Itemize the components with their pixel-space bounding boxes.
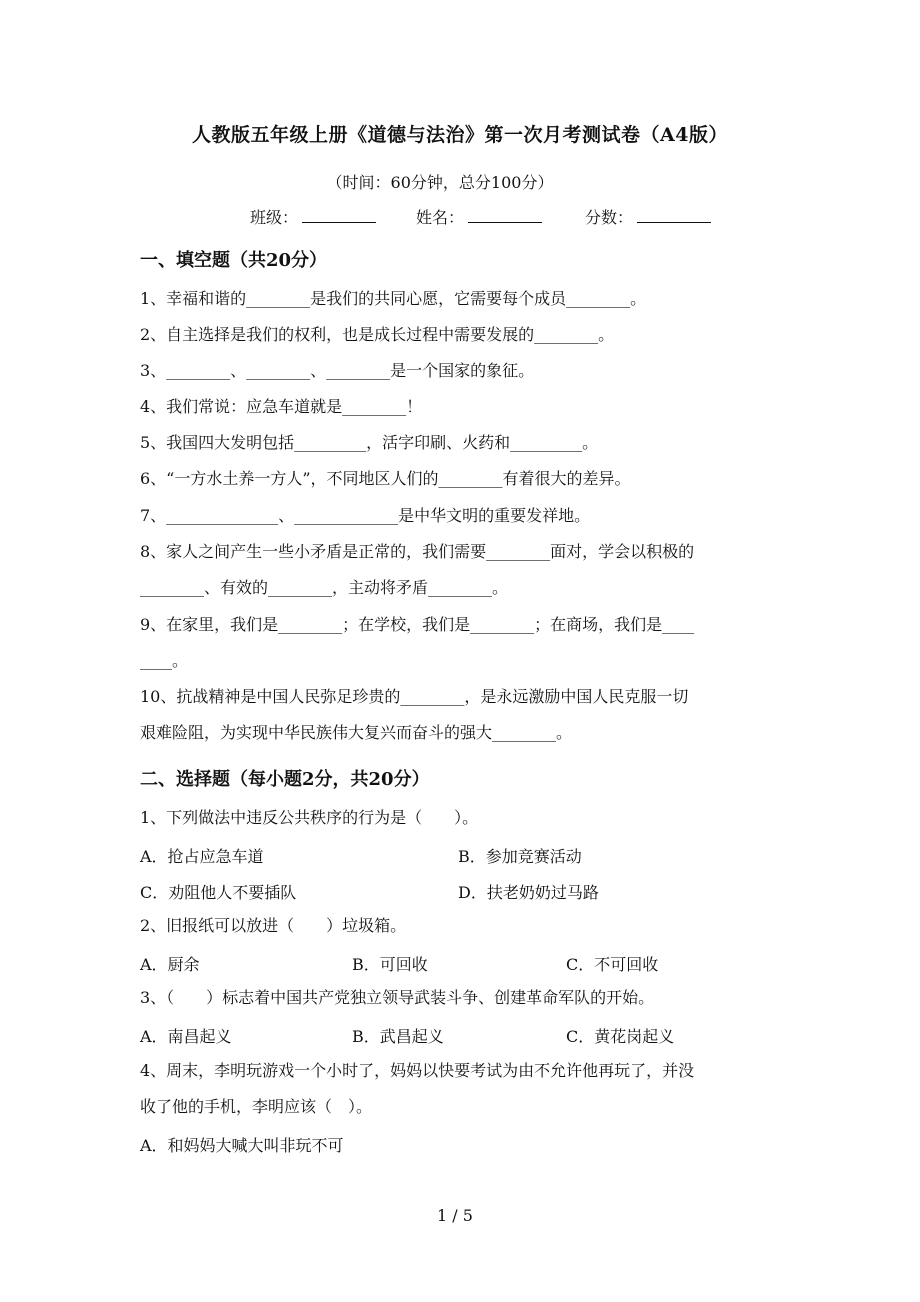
fill-question-5: 5、我国四大发明包括_________，活字印刷、火药和_________。	[140, 433, 599, 452]
choice-2-option-b[interactable]: B．可回收	[352, 955, 428, 974]
fill-question-4: 4、我们常说：应急车道就是________！	[140, 397, 423, 416]
exam-time-info: （时间：60分钟，总分100分）	[326, 173, 554, 192]
choice-2-option-c[interactable]: C．不可回收	[566, 955, 659, 974]
choice-1-option-a[interactable]: A．抢占应急车道	[140, 847, 264, 866]
name-field[interactable]	[416, 205, 542, 228]
fill-question-7: 7、______________、_____________是中华文明的重要发祥地。	[140, 506, 591, 525]
class-blank[interactable]	[302, 208, 376, 223]
choice-1-option-c[interactable]: C．劝阻他人不要插队	[140, 883, 297, 902]
name-blank[interactable]	[468, 208, 542, 223]
choice-question-1: 1、下列做法中违反公共秩序的行为是（ ）。	[140, 808, 479, 827]
page-number: 1 / 5	[437, 1206, 473, 1225]
choice-3-option-a[interactable]: A．南昌起义	[140, 1027, 232, 1046]
choice-3-option-c[interactable]: C．黄花岗起义	[566, 1027, 675, 1046]
page-title: 人教版五年级上册《道德与法治》第一次月考测试卷（A4版）	[192, 124, 728, 146]
fill-question-9-line-2: ____。	[140, 651, 189, 670]
score-blank[interactable]	[637, 208, 711, 223]
choice-3-option-b[interactable]: B．武昌起义	[352, 1027, 444, 1046]
fill-question-9-line-1: 9、在家里，我们是________；在学校，我们是________；在商场，我们是____	[140, 615, 695, 634]
choice-4-option-a[interactable]: A．和妈妈大喊大叫非玩不可	[140, 1136, 344, 1155]
choice-1-option-b[interactable]: B．参加竞赛活动	[458, 847, 582, 866]
fill-question-10-line-1: 10、抗战精神是中国人民弥足珍贵的________，是永远激励中国人民克服一切	[140, 687, 689, 706]
choice-question-4-line-1: 4、周末，李明玩游戏一个小时了，妈妈以快要考试为由不允许他再玩了，并没	[140, 1061, 695, 1080]
fill-question-1: 1、幸福和谐的________是我们的共同心愿，它需要每个成员________。	[140, 289, 647, 308]
choice-question-3: 3、（ ）标志着中国共产党独立领导武装斗争、创建革命军队的开始。	[140, 988, 655, 1007]
class-label: 班级：	[250, 208, 299, 227]
section-2-heading: 二、选择题（每小题2分，共20分）	[140, 769, 430, 790]
fill-question-2: 2、自主选择是我们的权利，也是成长过程中需要发展的________。	[140, 325, 615, 344]
section-1-heading: 一、填空题（共20分）	[140, 250, 328, 271]
score-label: 分数：	[585, 208, 634, 227]
choice-question-2: 2、旧报纸可以放进（ ）垃圾箱。	[140, 916, 407, 935]
choice-question-4-line-2: 收了他的手机，李明应该（ ）。	[140, 1097, 373, 1116]
fill-question-6: 6、“一方水土养一方人”，不同地区人们的________有着很大的差异。	[140, 469, 631, 488]
fill-question-8-line-2: ________、有效的________，主动将矛盾________。	[140, 578, 509, 597]
name-label: 姓名：	[416, 208, 465, 227]
choice-2-option-a[interactable]: A．厨余	[140, 955, 200, 974]
fill-question-3: 3、________、________、________是一个国家的象征。	[140, 361, 535, 380]
score-field[interactable]	[585, 205, 711, 228]
choice-1-option-d[interactable]: D．扶老奶奶过马路	[458, 883, 599, 902]
class-field[interactable]	[250, 205, 376, 228]
fill-question-8-line-1: 8、家人之间产生一些小矛盾是正常的，我们需要________面对，学会以积极的	[140, 542, 695, 561]
fill-question-10-line-2: 艰难险阻，为实现中华民族伟大复兴而奋斗的强大________。	[140, 723, 573, 742]
